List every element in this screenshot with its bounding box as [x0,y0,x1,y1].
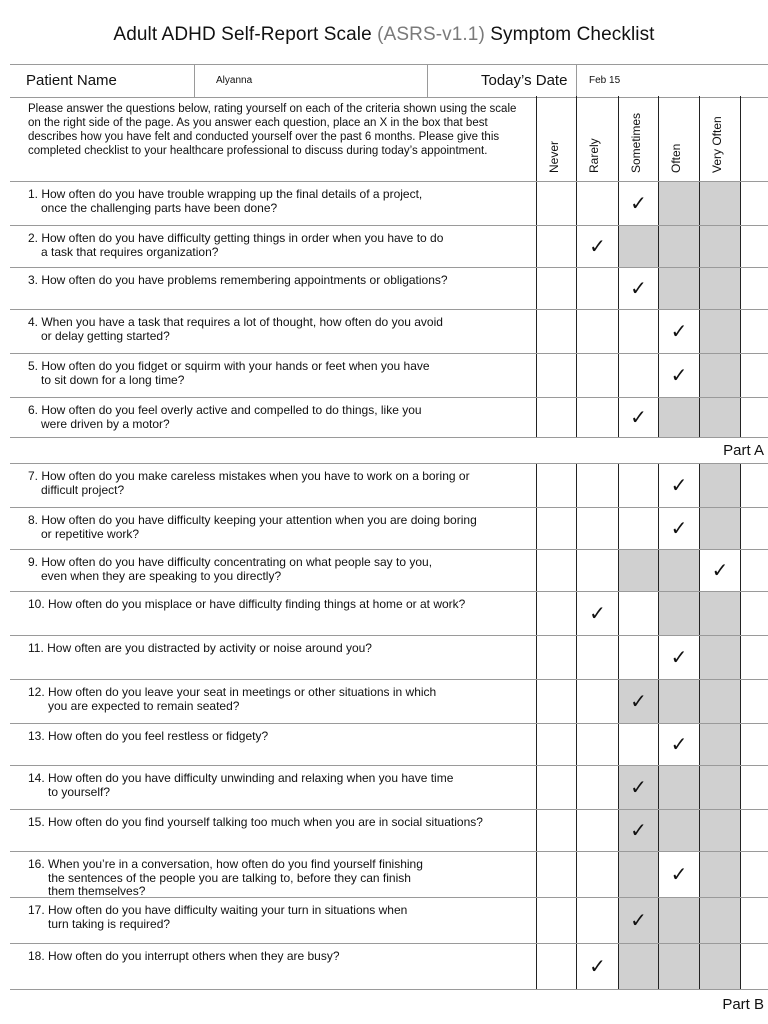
table-right-edge [740,898,741,943]
checkmark-icon: ✓ [670,363,688,387]
question-row [10,810,768,852]
answer-cell-sometimes[interactable] [618,550,658,591]
question-line: them themselves? [48,884,146,898]
question-line: 14. How often do you have difficulty unwinding and relaxing when you have time [28,771,454,785]
answer-cell-sometimes[interactable] [618,182,658,225]
question-line: 3. How often do you have problems remembering appointments or obligations? [28,273,448,287]
question-text [28,642,533,656]
table-right-edge [740,464,741,507]
question-line: 15. How often do you find yourself talking too much when you are in social situations? [28,815,483,829]
part-a-label: Part A [723,442,764,459]
table-right-edge [740,852,741,897]
table-right-edge [740,550,741,591]
answer-cell-often[interactable] [658,636,699,679]
question-row [10,508,768,550]
question-line: the sentences of the people you are talking to, before they can finish [48,870,411,885]
answer-cell-rarely[interactable] [576,508,618,549]
answer-cell-often[interactable] [658,310,699,353]
answer-cell-sometimes[interactable] [618,810,658,851]
answer-cell-sometimes[interactable] [618,766,658,809]
answer-cell-never[interactable] [536,464,576,507]
answer-cell-rarely[interactable] [576,636,618,679]
checkmark-icon: ✓ [589,234,606,258]
checkmark-icon: ✓ [670,862,688,886]
answer-cell-sometimes[interactable] [618,398,658,437]
symptom-checklist-table [10,96,768,1013]
answer-cell-very-often[interactable] [699,636,740,679]
answer-cell-rarely[interactable] [576,766,618,809]
question-line: 7. How often do you make careless mistakes when you have to work on a boring or [28,469,470,483]
table-right-edge [740,724,741,765]
answer-cell-never[interactable] [536,268,576,309]
question-text [28,274,533,288]
answer-cell-very-often[interactable] [699,398,740,437]
question-line: 16. When you’re in a conversation, how often do you find yourself finishing [28,857,423,871]
answer-cell-rarely[interactable] [576,310,618,353]
checkmark-icon: ✓ [589,954,606,978]
question-line: you are expected to remain seated? [48,698,240,713]
question-text [28,404,533,431]
answer-cell-sometimes[interactable] [618,464,658,507]
answer-cell-often[interactable] [658,550,699,591]
answer-cell-never[interactable] [536,550,576,591]
table-right-edge [740,944,741,989]
table-right-edge [740,268,741,309]
answer-cell-very-often[interactable] [699,810,740,851]
column-header-cell [699,96,740,181]
column-header-cell [618,96,658,181]
question-line: 13. How often do you feel restless or fidgety? [28,729,269,743]
question-line: once the challenging parts have been done? [41,200,278,215]
instructions-row [10,96,768,182]
question-line: or delay getting started? [41,328,170,343]
answer-cell-never[interactable] [536,398,576,437]
answer-cell-sometimes[interactable] [618,724,658,765]
answer-cell-very-often[interactable] [699,592,740,635]
answer-cell-never[interactable] [536,310,576,353]
table-right-edge [740,226,741,267]
question-line: even when they are speaking to you directly? [41,568,282,583]
answer-cell-rarely[interactable] [576,182,618,225]
answer-cell-sometimes[interactable] [618,852,658,897]
answer-cell-sometimes[interactable] [618,354,658,397]
question-line: were driven by a motor? [41,416,170,431]
question-line: or repetitive work? [41,526,140,541]
answer-cell-often[interactable] [658,724,699,765]
question-row [10,268,768,310]
answer-cell-very-often[interactable] [699,550,740,591]
question-text [28,858,533,899]
column-header-rarely: Rarely [587,138,601,173]
question-line: 5. How often do you fidget or squirm with your hands or feet when you have [28,359,430,373]
answer-cell-very-often[interactable] [699,508,740,549]
column-header-cell [576,96,618,181]
question-line: 10. How often do you misplace or have difficulty finding things at home or at work? [28,597,466,611]
column-header-very-often: Very Often [710,116,724,173]
question-row [10,636,768,680]
answer-cell-sometimes[interactable] [618,226,658,267]
checkmark-icon: ✓ [630,908,647,932]
checkmark-icon: ✓ [630,191,647,215]
checkmark-icon: ✓ [711,558,729,582]
answer-cell-very-often[interactable] [699,464,740,507]
answer-cell-often[interactable] [658,680,699,723]
answer-cell-never[interactable] [536,636,576,679]
question-text [28,816,533,830]
answer-cell-often[interactable] [658,226,699,267]
column-header-cell [536,96,576,181]
header-divider [194,65,195,97]
question-line: 18. How often do you interrupt others when they are busy? [28,949,340,963]
answer-cell-sometimes[interactable] [618,680,658,723]
question-line: 1. How often do you have trouble wrapping up the final details of a project, [28,187,423,201]
answer-cell-sometimes[interactable] [618,944,658,989]
answer-cell-rarely[interactable] [576,268,618,309]
question-text [28,316,533,343]
patient-name-label: Patient Name [26,72,117,89]
title-prefix: Adult ADHD Self-Report Scale [113,24,378,45]
header-divider [427,65,428,97]
answer-cell-sometimes[interactable] [618,310,658,353]
checkmark-icon: ✓ [630,689,647,713]
todays-date-label: Today’s Date [481,72,568,89]
answer-cell-rarely[interactable] [576,550,618,591]
answer-cell-never[interactable] [536,680,576,723]
question-row [10,766,768,810]
question-text [28,188,533,215]
instructions-text: Please answer the questions below, rating yourself on each of the criteria shown using the scale on the right side of the page. As you answer each question, place an X in the box that best describes how you have felt and conducted yourself over the past 6 months. Please give this completed checklist to your healthcare professional to discuss during today’s appointment. [28,103,517,157]
answer-cell-never[interactable] [536,766,576,809]
table-right-edge [740,182,741,225]
answer-cell-never[interactable] [536,898,576,943]
title-suffix: Symptom Checklist [484,24,655,45]
answer-cell-very-often[interactable] [699,268,740,309]
answer-cell-rarely[interactable] [576,810,618,851]
table-right-edge [740,636,741,679]
checkmark-icon: ✓ [630,276,647,300]
question-line: to yourself? [48,784,111,799]
table-right-edge [740,398,741,437]
question-text [28,232,533,259]
table-right-edge [740,96,741,181]
table-right-edge [740,592,741,635]
question-row [10,680,768,724]
answer-cell-often[interactable] [658,268,699,309]
question-row [10,550,768,592]
question-line: difficult project? [41,482,125,497]
question-row [10,592,768,636]
question-row [10,898,768,944]
question-line: a task that requires organization? [41,244,219,259]
answer-cell-rarely[interactable] [576,898,618,943]
question-row [10,944,768,990]
question-text [28,598,533,612]
answer-cell-rarely[interactable] [576,680,618,723]
answer-cell-often[interactable] [658,898,699,943]
question-text [28,730,533,744]
answer-cell-often[interactable] [658,398,699,437]
answer-cell-often[interactable] [658,354,699,397]
answer-cell-very-often[interactable] [699,182,740,225]
question-text [28,950,533,964]
column-header-often: Often [669,143,683,173]
answer-cell-rarely[interactable] [576,464,618,507]
answer-cell-often[interactable] [658,766,699,809]
answer-cell-rarely[interactable] [576,226,618,267]
table-right-edge [740,310,741,353]
answer-cell-never[interactable] [536,592,576,635]
question-row [10,464,768,508]
answer-cell-often[interactable] [658,182,699,225]
answer-cell-rarely[interactable] [576,354,618,397]
question-row [10,354,768,398]
table-right-edge [740,810,741,851]
question-line: 6. How often do you feel overly active and compelled to do things, like you [28,403,422,417]
question-text [28,772,533,799]
answer-cell-very-often[interactable] [699,354,740,397]
answer-cell-sometimes[interactable] [618,636,658,679]
part-a-separator [10,438,768,464]
answer-cell-never[interactable] [536,810,576,851]
column-header-never: Never [547,140,561,173]
answer-cell-very-often[interactable] [699,680,740,723]
answer-cell-rarely[interactable] [576,398,618,437]
question-line: 17. How often do you have difficulty waiting your turn in situations when [28,903,408,917]
answer-cell-sometimes[interactable] [618,508,658,549]
checkmark-icon: ✓ [630,405,647,429]
answer-cell-very-often[interactable] [699,310,740,353]
question-row [10,852,768,898]
title-scale-name: (ASRS-v1.1) [377,24,485,45]
checkmark-icon: ✓ [670,645,688,669]
answer-cell-very-often[interactable] [699,226,740,267]
patient-name-field[interactable]: Alyanna [216,75,253,86]
answer-cell-very-often[interactable] [699,944,740,989]
part-b-label: Part B [722,996,764,1013]
checkmark-icon: ✓ [630,775,647,799]
answer-cell-rarely[interactable] [576,852,618,897]
question-line: turn taking is required? [48,916,171,931]
answer-cell-rarely[interactable] [576,724,618,765]
answer-cell-sometimes[interactable] [618,268,658,309]
answer-cell-rarely[interactable] [576,944,618,989]
answer-cell-sometimes[interactable] [618,898,658,943]
question-line: 12. How often do you leave your seat in meetings or other situations in which [28,685,437,699]
question-row [10,310,768,354]
table-right-edge [740,508,741,549]
column-header-sometimes: Sometimes [629,112,643,173]
todays-date-field[interactable]: Feb 15 [589,75,621,86]
answer-cell-never[interactable] [536,354,576,397]
answer-cell-very-often[interactable] [699,852,740,897]
checkmark-icon: ✓ [589,601,606,625]
question-text [28,514,533,541]
question-line: 8. How often do you have difficulty keeping your attention when you are doing boring [28,513,477,527]
column-header-cell [658,96,699,181]
answer-cell-often[interactable] [658,508,699,549]
header-divider [576,65,577,97]
answer-cell-often[interactable] [658,592,699,635]
answer-cell-never[interactable] [536,944,576,989]
patient-header [10,64,768,98]
question-text [28,470,533,497]
question-text [28,686,533,713]
answer-cell-often[interactable] [658,464,699,507]
question-row [10,724,768,766]
question-line: to sit down for a long time? [41,372,185,387]
answer-cell-often[interactable] [658,810,699,851]
question-text [28,556,533,583]
question-line: 4. When you have a task that requires a lot of thought, how often do you avoid [28,315,443,329]
answer-cell-rarely[interactable] [576,592,618,635]
question-row [10,398,768,438]
answer-cell-often[interactable] [658,944,699,989]
answer-cell-often[interactable] [658,852,699,897]
table-right-edge [740,766,741,809]
question-line: 11. How often are you distracted by activity or noise around you? [28,641,372,655]
checkmark-icon: ✓ [670,319,688,343]
answer-cell-never[interactable] [536,724,576,765]
checkmark-icon: ✓ [670,732,688,756]
question-line: 2. How often do you have difficulty getting things in order when you have to do [28,231,444,245]
answer-cell-very-often[interactable] [699,724,740,765]
page-title [0,24,768,46]
question-row [10,226,768,268]
checkmark-icon: ✓ [630,818,647,842]
answer-cell-never[interactable] [536,182,576,225]
answer-cell-very-often[interactable] [699,898,740,943]
question-line: 9. How often do you have difficulty concentrating on what people say to you, [28,555,433,569]
table-right-edge [740,354,741,397]
answer-cell-very-often[interactable] [699,766,740,809]
answer-cell-never[interactable] [536,508,576,549]
answer-cell-sometimes[interactable] [618,592,658,635]
checkmark-icon: ✓ [670,473,688,497]
table-right-edge [740,680,741,723]
checkmark-icon: ✓ [670,516,688,540]
question-text [28,360,533,387]
answer-cell-never[interactable] [536,852,576,897]
question-text [28,904,533,931]
question-row [10,182,768,226]
answer-cell-never[interactable] [536,226,576,267]
